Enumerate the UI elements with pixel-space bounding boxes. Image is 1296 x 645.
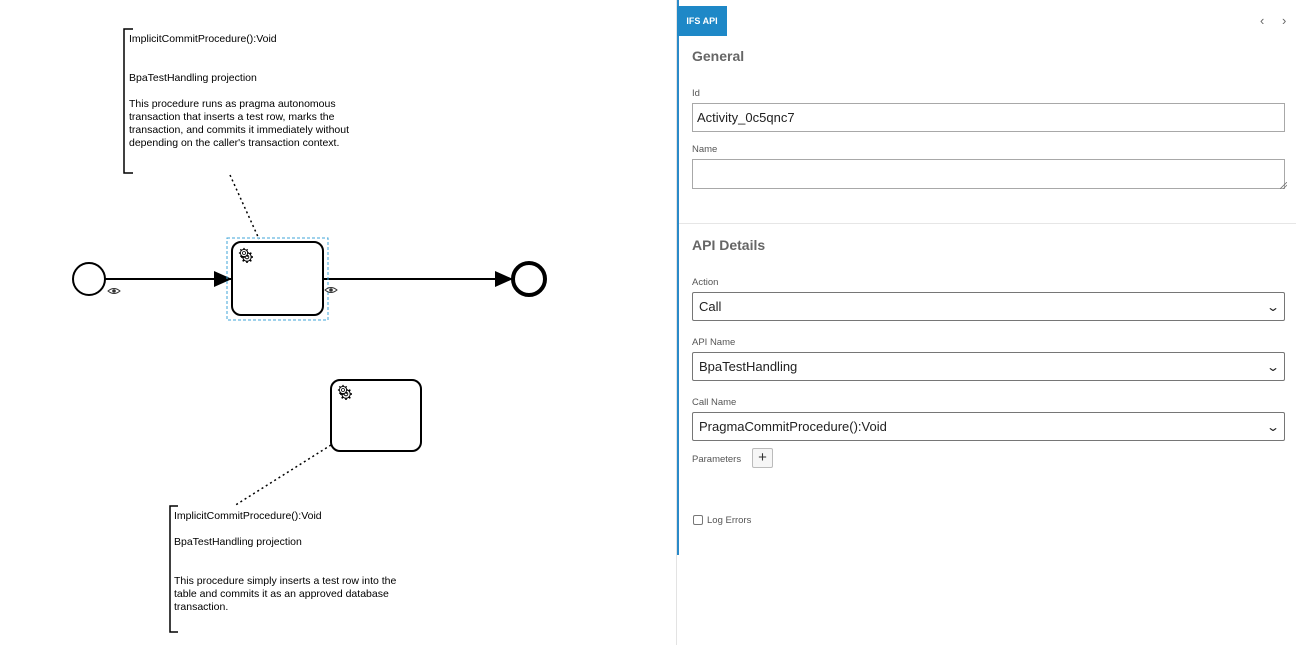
name-textarea[interactable] [692, 159, 1285, 189]
chevron-down-icon: ⌄ [1265, 359, 1281, 374]
eye-icon[interactable] [108, 289, 120, 294]
name-label: Name [692, 144, 718, 155]
resize-grip-icon[interactable] [1280, 182, 1287, 189]
annotation-projection: BpaTestHandling projection [129, 72, 257, 84]
association-bottom [234, 445, 331, 506]
annotation-projection: BpaTestHandling projection [174, 536, 302, 548]
add-parameter-button[interactable]: + [752, 448, 773, 468]
chevron-down-icon: ⌄ [1265, 419, 1281, 434]
annotation-bottom[interactable] [174, 510, 474, 614]
prev-tab-chevron-icon[interactable]: ‹ [1260, 13, 1265, 28]
chevron-down-icon: ⌄ [1265, 299, 1281, 314]
annotation-title: ImplicitCommitProcedure():Void [174, 510, 322, 522]
action-select-value: Call [699, 299, 722, 314]
annotation-top[interactable] [129, 33, 429, 150]
end-event[interactable] [513, 263, 545, 295]
section-divider [679, 223, 1296, 224]
api-name-label: API Name [692, 337, 736, 348]
call-name-select[interactable] [692, 412, 1285, 441]
annotation-title: ImplicitCommitProcedure():Void [129, 33, 277, 45]
association-top [230, 175, 259, 239]
start-event[interactable] [73, 263, 105, 295]
properties-panel [676, 0, 1296, 645]
parameters-label: Parameters [692, 454, 742, 465]
eye-icon[interactable] [325, 288, 337, 293]
section-api-details-title[interactable]: API Details [692, 237, 766, 253]
api-name-select-value: BpaTestHandling [699, 359, 798, 374]
log-errors-label[interactable]: Log Errors [707, 515, 752, 526]
id-label: Id [692, 88, 700, 99]
action-select[interactable] [692, 292, 1285, 321]
section-general-title[interactable]: General [692, 48, 745, 64]
api-name-select[interactable] [692, 352, 1285, 381]
annotation-description: This procedure simply inserts a test row into the table and commits it as an approved database transaction. [174, 575, 397, 613]
call-name-select-value: PragmaCommitProcedure():Void [699, 419, 887, 434]
next-tab-chevron-icon[interactable]: › [1282, 13, 1287, 28]
id-input[interactable] [692, 103, 1285, 132]
log-errors-checkbox[interactable] [693, 515, 703, 525]
action-label: Action [692, 277, 719, 288]
annotation-description: This procedure runs as pragma autonomous transaction that inserts a test row, marks the transaction, and commits it immediately without depending on the caller's transaction context. [129, 98, 350, 149]
tab-ifs-api[interactable]: IFS API [677, 6, 727, 36]
call-name-label: Call Name [692, 397, 737, 408]
panel-accent-bar [677, 0, 679, 555]
